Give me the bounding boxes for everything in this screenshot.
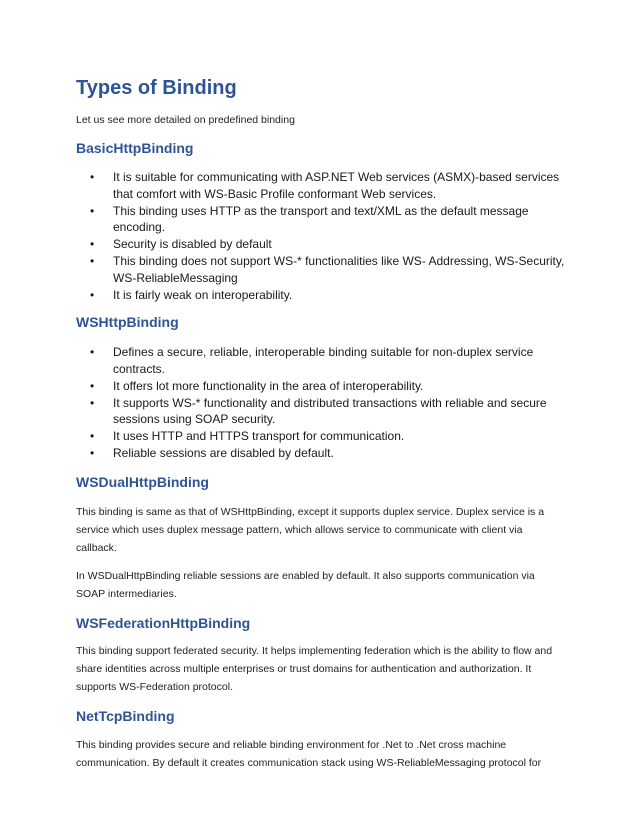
list-item: • It uses HTTP and HTTPS transport for communication.	[90, 429, 405, 443]
bullet-list-basichttpbinding	[76, 169, 566, 303]
list-item: • It offers lot more functionality in the area of interoperability.	[90, 378, 424, 393]
intro-text: Let us see more detailed on predefined binding	[76, 114, 295, 126]
bullet-icon: •	[90, 170, 95, 184]
section-heading-nettcpbinding: NetTcpBinding	[76, 707, 175, 724]
list-item: • Reliable sessions are disabled by default.	[90, 446, 334, 460]
bullet-icon: •	[90, 345, 95, 359]
list-item: • This binding uses HTTP as the transport and text/XML as the default message encoding.	[90, 203, 529, 234]
paragraph: This binding is same as that of WSHttpBinding, except it supports duplex service. Duplex service is a service which uses duplex message pattern, which allows service to communicate with client via callback.	[76, 505, 545, 554]
list-item: • Security is disabled by default	[90, 237, 272, 251]
page-title: Types of Binding	[76, 77, 237, 99]
list-item: • It is fairly weak on interoperability.	[90, 287, 293, 302]
bullet-icon: •	[90, 287, 95, 302]
section-heading-wsfederationhttpbinding: WSFederationHttpBinding	[76, 614, 251, 631]
section-heading-wshttpbinding: WSHttpBinding	[76, 314, 179, 330]
bullet-icon: •	[90, 237, 95, 251]
bullet-icon: •	[90, 203, 95, 218]
section-heading-wsdualhttpbinding: WSDualHttpBinding	[76, 473, 209, 490]
bullet-icon: •	[90, 254, 95, 268]
bullet-icon: •	[90, 429, 95, 443]
list-item: • This binding does not support WS-* functionalities like WS- Addressing, WS-Security, WS-ReliableMessaging	[90, 254, 565, 285]
bullet-icon: •	[90, 446, 95, 460]
section-heading-basichttpbinding: BasicHttpBinding	[76, 140, 194, 156]
paragraph: In WSDualHttpBinding reliable sessions are enabled by default. It also supports communication via SOAP intermediaries.	[76, 569, 535, 600]
bullet-list-wshttpbinding	[76, 344, 566, 462]
bullet-icon: •	[90, 395, 95, 410]
list-item: • It is suitable for communicating with ASP.NET Web services (ASMX)-based services that comfort with WS-Basic Profile conformant Web services.	[90, 170, 560, 201]
list-item: • It supports WS-* functionality and distributed transactions with reliable and secure sessions using SOAP security.	[90, 395, 547, 426]
paragraph: This binding support federated security. It helps implementing federation which is the ability to flow and share identities across multiple enterprises or trust domains for authentication and authorization. It supports WS-Federation protocol.	[76, 644, 553, 693]
document-page	[76, 76, 566, 772]
list-item: • Defines a secure, reliable, interoperable binding suitable for non-duplex service contracts.	[90, 345, 534, 376]
paragraph: This binding provides secure and reliable binding environment for .Net to .Net cross machine communication. By default it creates communication stack using WS-ReliableMessaging protocol for	[76, 738, 542, 769]
bullet-icon: •	[90, 378, 95, 393]
